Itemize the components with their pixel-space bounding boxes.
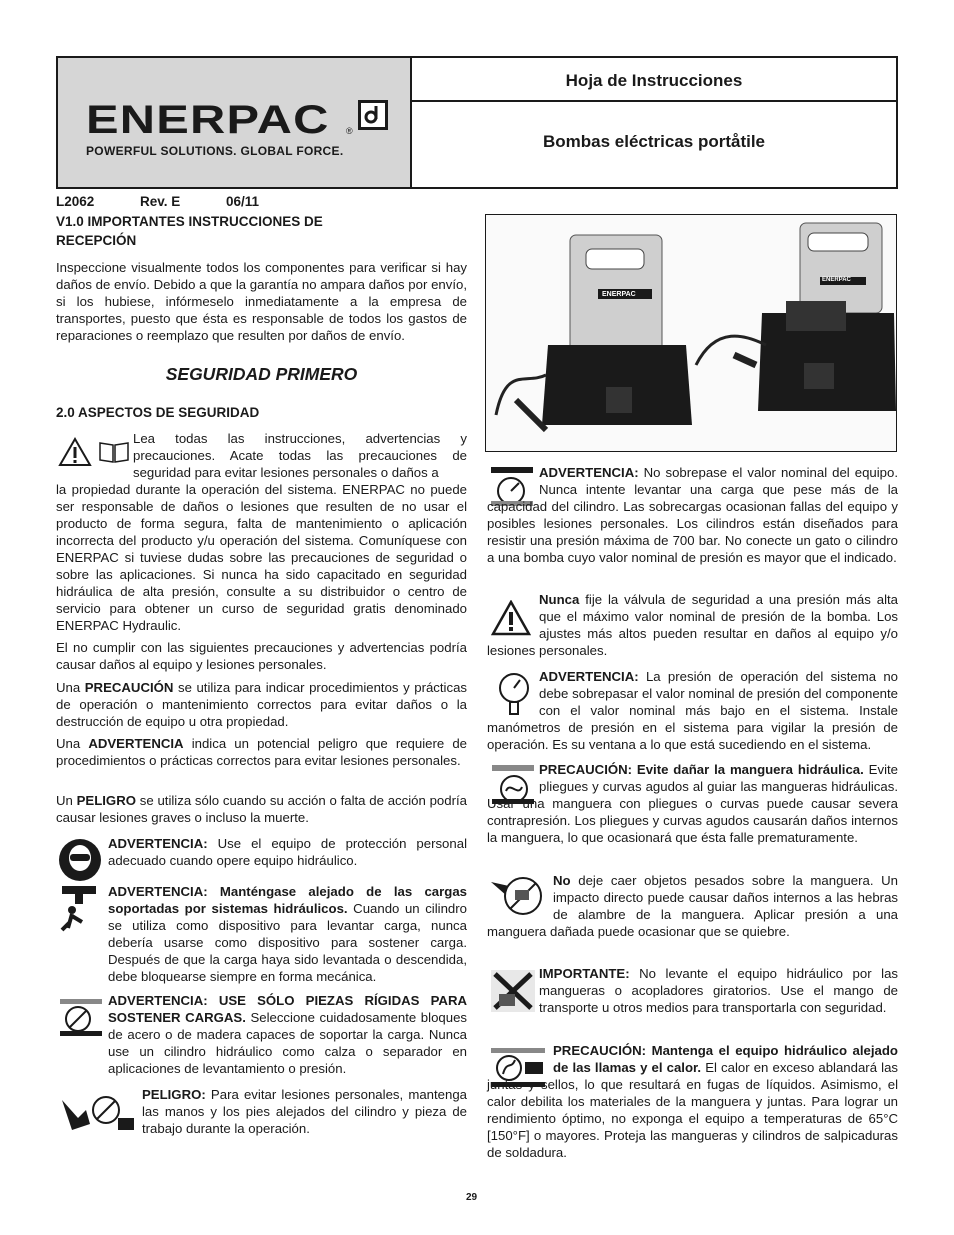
relief-valve-note: Nunca fije la válvula de seguridad a una presión más alta que el máximo valor nominal de presión de la bomba. Los ajustes más altos pueden resultar en daños al equipo y/o lesiones personales.: [487, 592, 898, 658]
safety-para-5: Un PELIGRO se utiliza sólo cuando su acción o falta de acción podría causar lesiones graves o incluso la muerte.: [56, 793, 467, 825]
warning-triangle-icon: [58, 437, 92, 472]
section-1-title: V1.0 IMPORTANTES INSTRUCCIONES DE RECEPCIÓN: [56, 214, 323, 248]
caution-hose: PRECAUCIÓN: Evite dañar la manguera hidráulica. Evite pliegues y curvas agudos al guiar las mangueras hidráulicas. Usar una manguera con pliegues o curvas puede causar severa contrapresión. Los pliegues y curvas agudos causarán daños internos la manguera, lo que ocasionará que ésta falle prematuramente.: [487, 762, 898, 845]
doc-date: 06/11: [226, 194, 260, 209]
doc-rev: Rev. E: [140, 194, 181, 209]
portable-pumps-photo: [485, 214, 897, 452]
warning-ppe: ADVERTENCIA: Use el equipo de protección personal adecuado cuando opere equipo hidráulico.: [108, 836, 467, 868]
enerpac-logo: ENERPAC: [86, 98, 330, 142]
document-subtitle: Bombas eléctricas portåtile: [542, 132, 766, 151]
registered-mark: ®: [346, 126, 353, 136]
hand-foot-danger-icon: [60, 1090, 136, 1139]
warning-loads: ADVERTENCIA: Manténgase alejado de las cargas soportadas por sistemas hidráulicos. Cuando un cilindro se utiliza como dispositivo para levantar carga, nunca debería usarse como dispositivo para sostener carga. Después de que la carga haya sido levantada o descendida, debe bloquearse siempre en forma mecánica.: [108, 884, 467, 984]
caution-heat: PRECAUCIÓN: Mantenga el equipo hidráulico alejado de las llamas y el calor. El calor en exceso ablandará las juntas y sellos, lo que resultará en fugas de líquidos. Asimismo, el calor debilita los materiales de la manguera y juntas. Para lograr un rendimiento óptimo, no exponga el equipo a temperaturas de 65°C [150°F] o mayores. Proteja las mangueras y cilindros de salpicaduras de soldadura.: [487, 1043, 899, 1160]
doc-code: L2062: [56, 194, 95, 209]
warning-rigid-parts: ADVERTENCIA: USE SÓLO PIEZAS RÍGIDAS PARA SOSTENER CARGAS. Seleccione cuidadosamente bloques de acero o de madera capaces de soportar la carga. Nunca use un cilindro hidráulico como calza o separador en aplicaciones de levantamiento o presión.: [108, 993, 467, 1076]
face-protection-icon: [58, 838, 102, 887]
section-1-body: Inspeccione visualmente todos los componentes para verificar si hay daños de envío. Debido a que la garantía no ampara daños por envío, si los hubiese, infórmeselo inmediatamente a la empresa de transportes, puesto que ésta es responsable de todos los gastos de reparaciones o reemplazo que resulten por daños de envío.: [56, 260, 467, 343]
header: [56, 56, 898, 189]
important-lifting: IMPORTANTE: No levante el equipo hidráulico por las mangueras o acopladores giratorios. Use el mango de transporte u otros medios para transportarla con seguridad.: [539, 966, 898, 1015]
safety-para-2: El no cumplir con las siguientes precauciones y advertencias podría causar daños al equipo y lesiones personales.: [56, 640, 467, 672]
page-number: 29: [466, 1192, 478, 1203]
read-manual-book-icon: [98, 440, 130, 469]
warning-pressure: ADVERTENCIA: La presión de operación del sistema no debe sobrepasar el valor nominal de presión del componente con el valor nominal más bajo en el sistema. Instale manómetros de presión en el sistema para vigilar la presión de operación. Es su ventana a lo que está sucediendo en el sistema.: [487, 669, 898, 752]
photo-label-left: ENERPAC: [602, 291, 636, 298]
safety-heading: SEGURIDAD PRIMERO: [165, 364, 358, 384]
warning-overload: ADVERTENCIA: No sobrepase el valor nominal del equipo. Nunca intente levantar una carga que pese más de la capacidad del cilindro. Las sobrecargas ocasionan fallas del equipo y posibles lesiones personales. Los cilindros están diseñados para resistir una presión máxima de 700 bar. No conecte un gato o cilindro a una bomba cuyo valor nominal de presión es mayor que el indicado.: [487, 465, 898, 565]
safety-para-4: Una ADVERTENCIA indica un potencial peligro que requiere de procedimientos o prácticas correctos para evitar lesiones personales.: [56, 736, 467, 768]
title-box: [412, 58, 896, 102]
section-2-title: 2.0 ASPECTOS DE SEGURIDAD: [56, 405, 260, 420]
danger-hands-feet: PELIGRO: Para evitar lesiones personales, mantenga las manos y los pies alejados del cilindro y pieza de trabajo durante la operación.: [142, 1087, 467, 1136]
safety-para-1a: Lea todas las instrucciones, advertencias y precauciones. Acate todas las precauciones de seguridad para evitar lesiones personales o daños a: [133, 431, 467, 480]
rigid-support-icon: [58, 997, 104, 1042]
no-drop-note: No deje caer objetos pesados sobre la manguera. Un impacto directo puede causar daños internos a las hebras de alambre de la manguera. Aplicar presión a una manguera dañada puede ocasionar que se quiebre.: [487, 873, 898, 939]
photo-label-right: ENERPAC: [822, 277, 851, 283]
falling-load-icon: [58, 884, 100, 937]
tagline: POWERFUL SOLUTIONS. GLOBAL FORCE.: [86, 144, 344, 158]
document-title: Hoja de Instrucciones: [565, 71, 743, 90]
enerpac-mark-icon: [358, 100, 388, 130]
safety-para-3: Una PRECAUCIÓN se utiliza para indicar procedimientos y prácticas de operación o mantenimiento correctos para evitar daños o la destrucción de equipo u otra propiedad.: [56, 680, 468, 729]
safety-para-1b: la propiedad durante la operación del sistema. ENERPAC no puede ser responsable de daños o lesiones que resulten de no usar el producto de forma segura, falta de mantenimiento o aplicación incorrecta del producto y/u operación del sistema. Comuníquese con ENERPAC si tuviese dudas sobre las precauciones de seguridad o sobre las aplicaciones. Si nunca ha sido capacitado en seguridad hidráulica de alta presión, consulte a su distribuidor o centro de servicio para obtener un curso de seguridad gratis denominado ENERPAC Hydraulic.: [56, 482, 467, 633]
logo-panel: [58, 58, 412, 187]
